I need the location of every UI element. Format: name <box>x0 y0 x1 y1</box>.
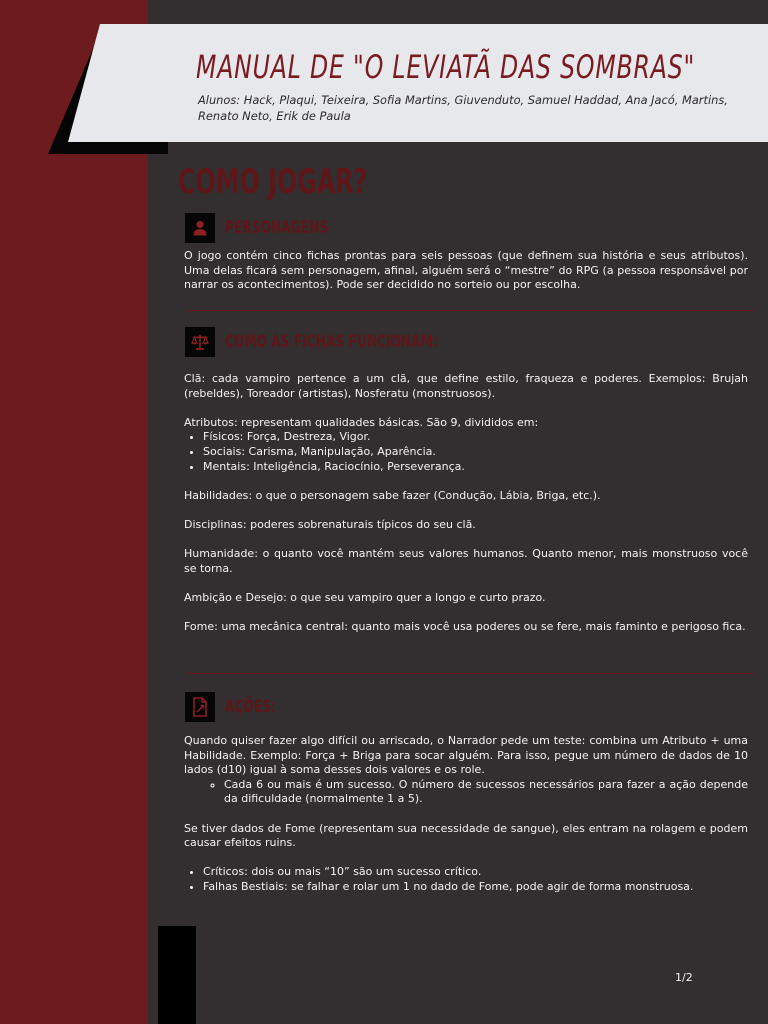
ambicao-paragraph: Ambição e Desejo: o que seu vampiro quer a longo e curto prazo. <box>184 590 546 604</box>
section-title-fichas: COMO AS FICHAS FUNCIONAM: <box>225 332 438 352</box>
section-header-acoes <box>185 692 289 722</box>
acoes-intro-paragraph: Quando quiser fazer algo difícil ou arriscado, o Narrador pede um teste: combina um Atributo + uma Habilidade. Exemplo: Força + Briga para socar alguém. Para isso, pegue um número de dados de 10 lados (d10) igual à soma desses dois valores e os role. <box>184 734 748 777</box>
section-divider <box>185 673 753 674</box>
list-item: • Sociais: Carisma, Manipulação, Aparência. <box>203 445 748 460</box>
acoes-fome-paragraph: Se tiver dados de Fome (representam sua necessidade de sangue), eles entram na rolagem e podem causar efeitos ruins. <box>184 821 748 850</box>
atributos-intro: Atributos: representam qualidades básicas. São 9, divididos em: <box>184 415 539 429</box>
acoes-text-block <box>184 734 748 895</box>
personagens-text-block <box>184 249 748 293</box>
scales-icon <box>185 327 215 357</box>
disciplinas-paragraph: Disciplinas: poderes sobrenaturais típicos do seu clã. <box>184 517 476 531</box>
acoes-bullets <box>184 865 748 894</box>
list-item: • Falhas Bestiais: se falhar e rolar um 1 no dado de Fome, pode agir de forma monstruosa. <box>203 880 748 895</box>
section-divider <box>185 310 753 311</box>
acoes-sub-list <box>184 778 748 807</box>
personagens-paragraph: O jogo contém cinco fichas prontas para seis pessoas (que definem sua história e seus atributos). Uma delas ficará sem personagem, afinal, alguém será o “mestre” do RPG (a pessoa responsável por narrar os acontecimentos). Pode ser decidido no sorteio ou por escolha. <box>184 249 748 292</box>
list-item: • Físicos: Força, Destreza, Vigor. <box>203 430 748 445</box>
cla-paragraph: Clã: cada vampiro pertence a um clã, que define estilo, fraqueza e poderes. Exemplos: Brujah (rebeldes), Toreador (artistas), Nosferatu (monstruosos). <box>184 372 748 400</box>
list-item: • Mentais: Inteligência, Raciocínio, Perseverança. <box>203 460 748 475</box>
section-title-acoes: AÇÕES: <box>225 697 276 717</box>
page-number: 1/2 <box>675 971 693 984</box>
fichas-text-block <box>184 372 748 635</box>
section-header-fichas <box>185 327 491 357</box>
bottom-black-bar <box>158 926 196 1024</box>
list-item: ◦ Cada 6 ou mais é um sucesso. O número de sucessos necessários para fazer a ação depende da dificuldade (normalmente 1 a 5). <box>224 778 748 807</box>
atributos-list <box>184 430 748 474</box>
document-icon <box>185 692 215 722</box>
document-title: MANUAL DE "O LEVIATÃ DAS SOMBRAS" <box>196 48 696 86</box>
section-header-personagens <box>185 213 354 243</box>
fome-paragraph: Fome: uma mecânica central: quanto mais você usa poderes ou se fere, mais faminto e perigoso fica. <box>184 620 746 634</box>
habilidades-paragraph: Habilidades: o que o personagem sabe fazer (Condução, Lábia, Briga, etc.). <box>184 488 601 502</box>
humanidade-paragraph: Humanidade: o quanto você mantém seus valores humanos. Quanto menor, mais monstruoso você se torna. <box>184 547 748 575</box>
user-icon <box>185 213 215 243</box>
list-item: • Críticos: dois ou mais “10” são um sucesso crítico. <box>203 865 748 880</box>
authors-line: Alunos: Hack, Plaqui, Teixeira, Sofia Martins, Giuvenduto, Samuel Haddad, Ana Jacó, Martins, Renato Neto, Erik de Paula <box>198 93 728 123</box>
main-heading: COMO JOGAR? <box>178 162 368 202</box>
section-title-personagens: PERSONAGENS <box>225 218 329 238</box>
